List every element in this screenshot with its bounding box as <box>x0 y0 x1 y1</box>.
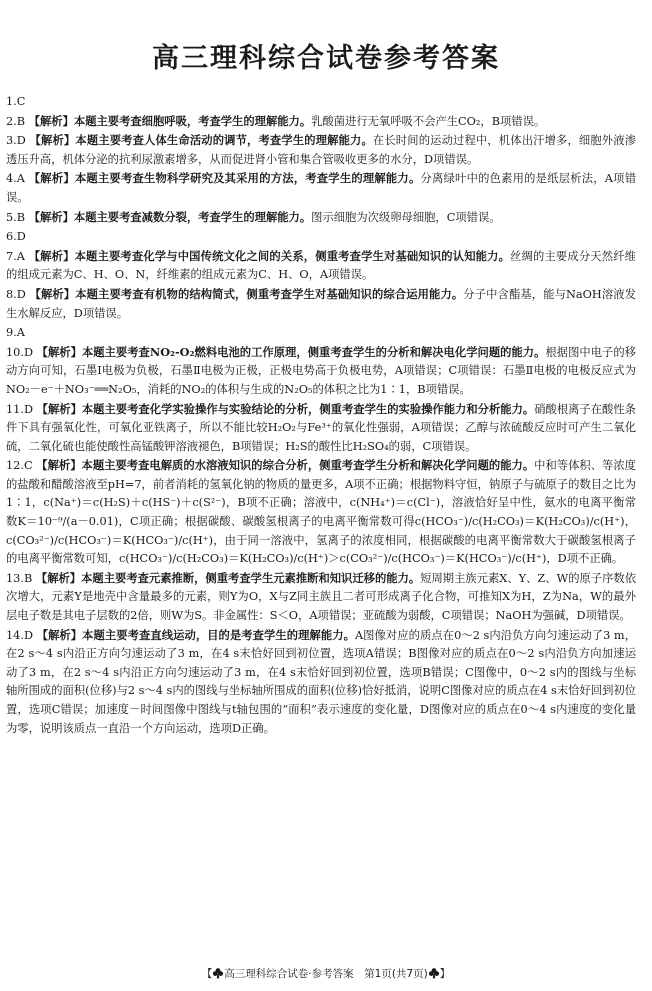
analysis-tag: 【解析】 <box>36 458 82 473</box>
club-icon <box>428 967 440 979</box>
answer-number: 11. <box>6 402 24 416</box>
footer-text: 高三理科综合试卷·参考答案 第1页(共7页) <box>224 968 428 980</box>
footer-left-bracket: 【 <box>201 968 213 980</box>
answer-choice: A <box>16 249 25 263</box>
footer-right-bracket: 】 <box>439 968 451 980</box>
answer-choice: A <box>16 172 25 186</box>
answer-choice: C <box>23 459 33 473</box>
answer-choice: D <box>16 134 26 148</box>
analysis-detail: 短周期主族元素X、Y、Z、W的原子序数依次增大，元素Y是地壳中含量最多的元素，则Y为O，X与Z同主族且二者可形成离子化合物，可推知X为H，Z为Na，W的最外层电子数是其电子层数的2倍，则W为S。非金属性：S＜O，A项错误；亚硫酸为弱酸，C项错误；NaOH为强碱，D项错误。 <box>6 571 636 623</box>
analysis-detail: 丝绸的主要成分天然纤维的组成元素为C、H、O、N，纤维素的组成元素为C、H、O，A项错误。 <box>6 249 636 282</box>
answer-item <box>6 323 636 343</box>
answer-item <box>6 247 636 285</box>
answer-choice: B <box>23 571 33 585</box>
answer-number: 12. <box>6 459 24 473</box>
answer-choice: D <box>16 230 26 244</box>
analysis-detail: 硝酸根离子在酸性条件下具有强氧化性，可氧化亚铁离子，所以不能比较H₂O₂与Fe³⁺的氧化性强弱，A项错误；乙醇与浓硫酸反应时可产生二氧化硫，二氧化硫也能使酸性高锰酸钾溶液褪色，B项错误；H₂S的酸性比H₂SO₄的弱，C项错误。 <box>6 402 636 453</box>
answer-number: 5. <box>6 210 17 224</box>
answer-number: 6. <box>6 230 17 244</box>
analysis-detail: 在长时间的运动过程中，机体出汗增多，细胞外液渗透压升高，机体分泌的抗利尿激素增多，从而促进肾小管和集合管吸收更多的水分，D项错误。 <box>6 134 636 166</box>
analysis-summary: 本题主要考查减数分裂，考查学生的理解能力。 <box>73 209 312 224</box>
answer-number: 14. <box>6 628 24 642</box>
document-title: 高三理科综合试卷参考答案 <box>152 43 500 74</box>
analysis-summary: 本题主要考查生物科学研究及其采用的方法，考查学生的理解能力。 <box>74 171 421 186</box>
answer-item <box>6 569 636 626</box>
analysis-tag: 【解析】 <box>36 401 82 416</box>
answer-choice: B <box>16 210 26 224</box>
analysis-summary: 本题主要考查电解质的水溶液知识的综合分析，侧重考查学生分析和解决化学问题的能力。 <box>81 458 535 473</box>
answer-item <box>6 92 636 112</box>
analysis-summary: 本题主要考查细胞呼吸，考查学生的理解能力。 <box>73 113 312 128</box>
answer-choice: C <box>16 95 26 108</box>
answer-item <box>6 208 636 228</box>
answer-number: 1. <box>6 95 17 108</box>
answer-item <box>6 343 636 400</box>
analysis-detail: 根据图中电子的移动方向可知，石墨Ⅰ电极为负极，石墨Ⅱ电极为正极，正极电势高于负极电势，A项错误；C项错误：石墨Ⅱ电极的电极反应式为NO₂－e⁻＋NO₃⁻══N₂O₅，消耗的NO₂的体积与生成的N₂O₅的体积之比为1∶1，B项错误。 <box>6 345 636 396</box>
answer-choice: D <box>16 287 26 301</box>
answer-item <box>6 169 636 207</box>
answer-choice: D <box>23 628 34 642</box>
page-footer <box>0 966 652 981</box>
answer-number: 8. <box>6 287 17 301</box>
analysis-summary: 本题主要考查直线运动，目的是考查学生的理解能力。 <box>82 627 355 642</box>
answer-number: 7. <box>6 249 17 263</box>
analysis-summary: 本题主要考查元素推断，侧重考查学生元素推断和知识迁移的能力。 <box>81 570 421 585</box>
answer-item <box>6 626 636 739</box>
answer-item <box>6 285 636 323</box>
answer-item <box>6 400 636 457</box>
analysis-tag: 【解析】 <box>36 344 82 359</box>
analysis-summary: 本题主要考查NO₂-O₂燃料电池的工作原理，侧重考查学生的分析和解决电化学问题的能力。 <box>81 344 546 359</box>
answer-item <box>6 131 636 169</box>
answer-choice: B <box>16 114 26 128</box>
club-icon <box>212 967 224 979</box>
answer-item <box>6 227 636 247</box>
answer-number: 13. <box>6 571 24 585</box>
analysis-tag: 【解析】 <box>29 133 76 148</box>
analysis-summary: 本题主要考查化学实验操作与实验结论的分析，侧重考查学生的实验操作能力和分析能力。 <box>81 401 535 416</box>
answer-choice: A <box>16 326 25 340</box>
analysis-summary: 本题主要考查有机物的结构简式，侧重考查学生对基础知识的综合运用能力。 <box>75 286 464 301</box>
answer-choice: D <box>23 402 34 416</box>
analysis-summary: 本题主要考查化学与中国传统文化之间的关系，侧重考查学生对基础知识的认知能力。 <box>74 248 511 263</box>
analysis-detail: 图示细胞为次级卵母细胞，C项错误。 <box>311 210 501 224</box>
answer-list <box>6 92 636 941</box>
analysis-detail: 分子中含酯基，能与NaOH溶液发生水解反应，D项错误。 <box>6 287 636 320</box>
analysis-detail: 分离绿叶中的色素用的是纸层析法，A项错误。 <box>6 172 636 204</box>
answer-number: 3. <box>6 134 17 148</box>
analysis-detail: A图像对应的质点在0～2 s内沿负方向匀速运动了3 m，在2 s～4 s内沿正方向匀速运动了3 m，在4 s末恰好回到初位置，选项A错误；B图像对应的质点在0～2 s内沿负方向加速运动了3 m，在2 s～4 s内沿正方向匀速运动了3 m，在4 s末恰好回到初位置，选项B错误；C图像中，0～2 s内的图线与坐标轴所围成的面积(位移)与2 s～4 s内的图线与坐标轴所围成的面积(位移)恰好抵消，说明C图像对应的质点在4 s末恰好回到初位置，选项C错误；加速度－时间图像中图线与t轴包围的“面积”表示速度的变化量，D图像对应的质点在0～4 s内速度的变化量为零，说明该质点一直沿一个方向运动，选项D正确。 <box>6 628 636 735</box>
answer-item <box>6 456 636 569</box>
answer-number: 9. <box>6 326 17 340</box>
analysis-detail: 乳酸菌进行无氧呼吸不会产生CO₂，B项错误。 <box>311 114 546 128</box>
analysis-summary: 本题主要考查人体生命活动的调节，考查学生的理解能力。 <box>75 133 373 148</box>
analysis-tag: 【解析】 <box>36 627 83 642</box>
answer-choice: D <box>23 345 34 359</box>
answer-number: 4. <box>6 172 17 186</box>
analysis-tag: 【解析】 <box>29 286 76 301</box>
analysis-tag: 【解析】 <box>28 209 74 224</box>
answer-item <box>6 112 636 132</box>
answer-number: 10. <box>6 345 24 359</box>
analysis-tag: 【解析】 <box>28 248 75 263</box>
analysis-tag: 【解析】 <box>28 171 75 186</box>
analysis-detail: 中和等体积、等浓度的盐酸和醋酸溶液至pH=7，前者消耗的氢氧化钠的物质的量更多，A项不正确；根据物料守恒，钠原子与硫原子的数目之比为1∶1，c(Na⁺)＝c(H₂S)＋c(HS⁻)＋c(S²⁻)，B项不正确；溶液中，c(NH₄⁺)＝c(Cl⁻)，溶液恰好呈中性，氨水的电离平衡常数K＝10⁻⁹/(a－0.01)，C项正确；根据碳酸、碳酸氢根离子的电离平衡常数可得c(HCO₃⁻)/c(H₂CO₃)＝K(H₂CO₃)/c(H⁺)，c(CO₃²⁻)/c(HCO₃⁻)＝K(HCO₃⁻)/c(H⁺)，由于同一溶液中，氢离子的浓度相同，根据碳酸的电离平衡常数大于碳酸氢根离子的电离平衡常数可知，c(HCO₃⁻)/c(H₂CO₃)＝K(H₂CO₃)/c(H⁺)＞c(CO₃²⁻)/c(HCO₃⁻)＝K(HCO₃⁻)/c(H⁺)，D项不正确。 <box>6 459 636 566</box>
analysis-tag: 【解析】 <box>28 113 74 128</box>
analysis-tag: 【解析】 <box>35 570 82 585</box>
answer-number: 2. <box>6 114 17 128</box>
